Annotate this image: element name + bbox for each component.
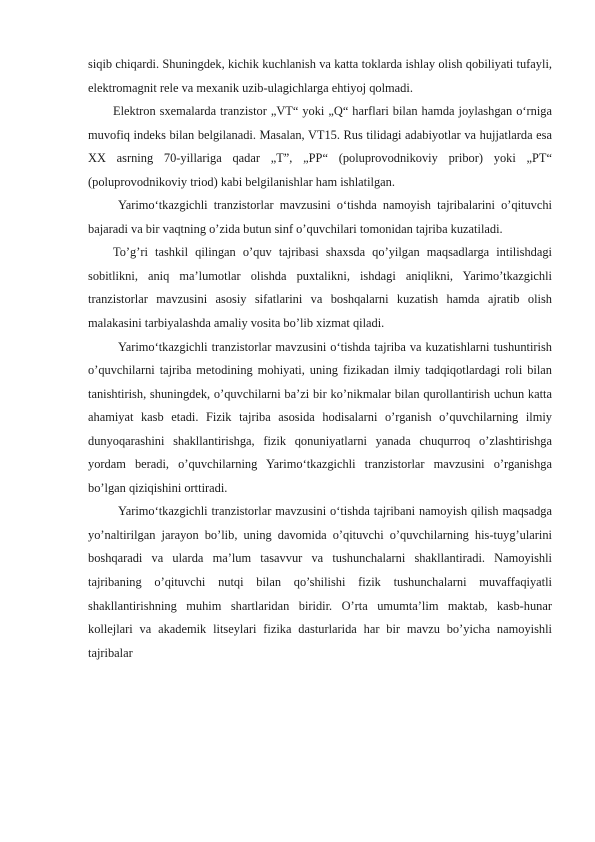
paragraph-1: siqib chiqardi. Shuningdek, kichik kuchlanish va katta toklarda ishlay olish qobiliyati tufayli, elektromagnit rele va mexanik uzib-ulagichlarga ehtiyoj qolmadi. bbox=[88, 57, 552, 95]
paragraph-4: To’g’ri tashkil qilingan o’quv tajribasi shaxsda qo’yilgan maqsadlarga intilishdagi sobitlikni, aniq ma’lumotlar olishda puxtalikni, ishdagi aniqlikni, Yarimo’tkazgichli tranzistorlar mavzusini asosiy sifatlarini va boshqalarni kuzatish hamda ajratib olish malakasini tarbiyalashda amaliy vosita bo’lib xizmat qiladi. bbox=[88, 245, 552, 331]
paragraph-5: Yarimo‘tkazgichli tranzistorlar mavzusini o‘tishda tajriba va kuzatishlarni tushuntirish o’quvchilarni tajriba metodining mohiyati, uning fizikadan ilmiy tadqiqotlardagi roli bilan tanishtirish, shuningdek, o’quvchilarni ba’zi bir ko’nikmalar bilan qurollantirish uchun katta ahamiyat kasb etadi. Fizik tajriba asosida hodisalarni o’rganish o’quvchilarning ilmiy dunyoqarashini shakllantirishga, fizik qonuniyatlarni yanada chuqurroq o’zlashtirishga yordam beradi, o’quvchilarning Yarimo‘tkazgichli tranzistorlar mavzusini o’rganishga bo’lgan qiziqishini orttiradi. bbox=[88, 339, 552, 495]
document-body bbox=[88, 53, 552, 665]
paragraph-2: Elektron sxemalarda tranzistor „VT“ yoki „Q“ harflari bilan hamda joylashgan o‘rniga muvofiq indeks bilan belgilanadi. Masalan, VT15. Rus tilidagi adabiyotlar va hujjatlarda esa XX asrning 70-yillariga qadar „T”, „PP“ (poluprovodnikoviy pribor) yoki „PT“ (poluprovodnikoviy triod) kabi belgilanishlar ham ishlatilgan. bbox=[88, 104, 552, 189]
paragraph-3: Yarimo‘tkazgichli tranzistorlar mavzusini o‘tishda namoyish tajribalarini o’qituvchi bajaradi va bir vaqtning o’zida butun sinf o’quvchilari tomonidan tajriba kuzatiladi. bbox=[88, 198, 552, 236]
paragraph-6: Yarimo‘tkazgichli tranzistorlar mavzusini o‘tishda tajribani namoyish qilish maqsadga yo’naltirilgan jarayon bo’lib, uning davomida o’qituvchi o’quvchilarning his-tuyg’ularini boshqaradi va ularda ma’lum tasavvur va tushunchalarni shakllantiradi. Namoyishli tajribaning o’qituvchi nutqi bilan qo’shilishi fizik tushunchalarni muvaffaqiyatli shakllantirishning muhim shartlaridan biridir. O’rta umumta’lim maktab, kasb-hunar kollejlari va akademik litseylari fizika dasturlarida har bir mavzu bo’yicha namoyishli tajribalar bbox=[88, 504, 552, 660]
